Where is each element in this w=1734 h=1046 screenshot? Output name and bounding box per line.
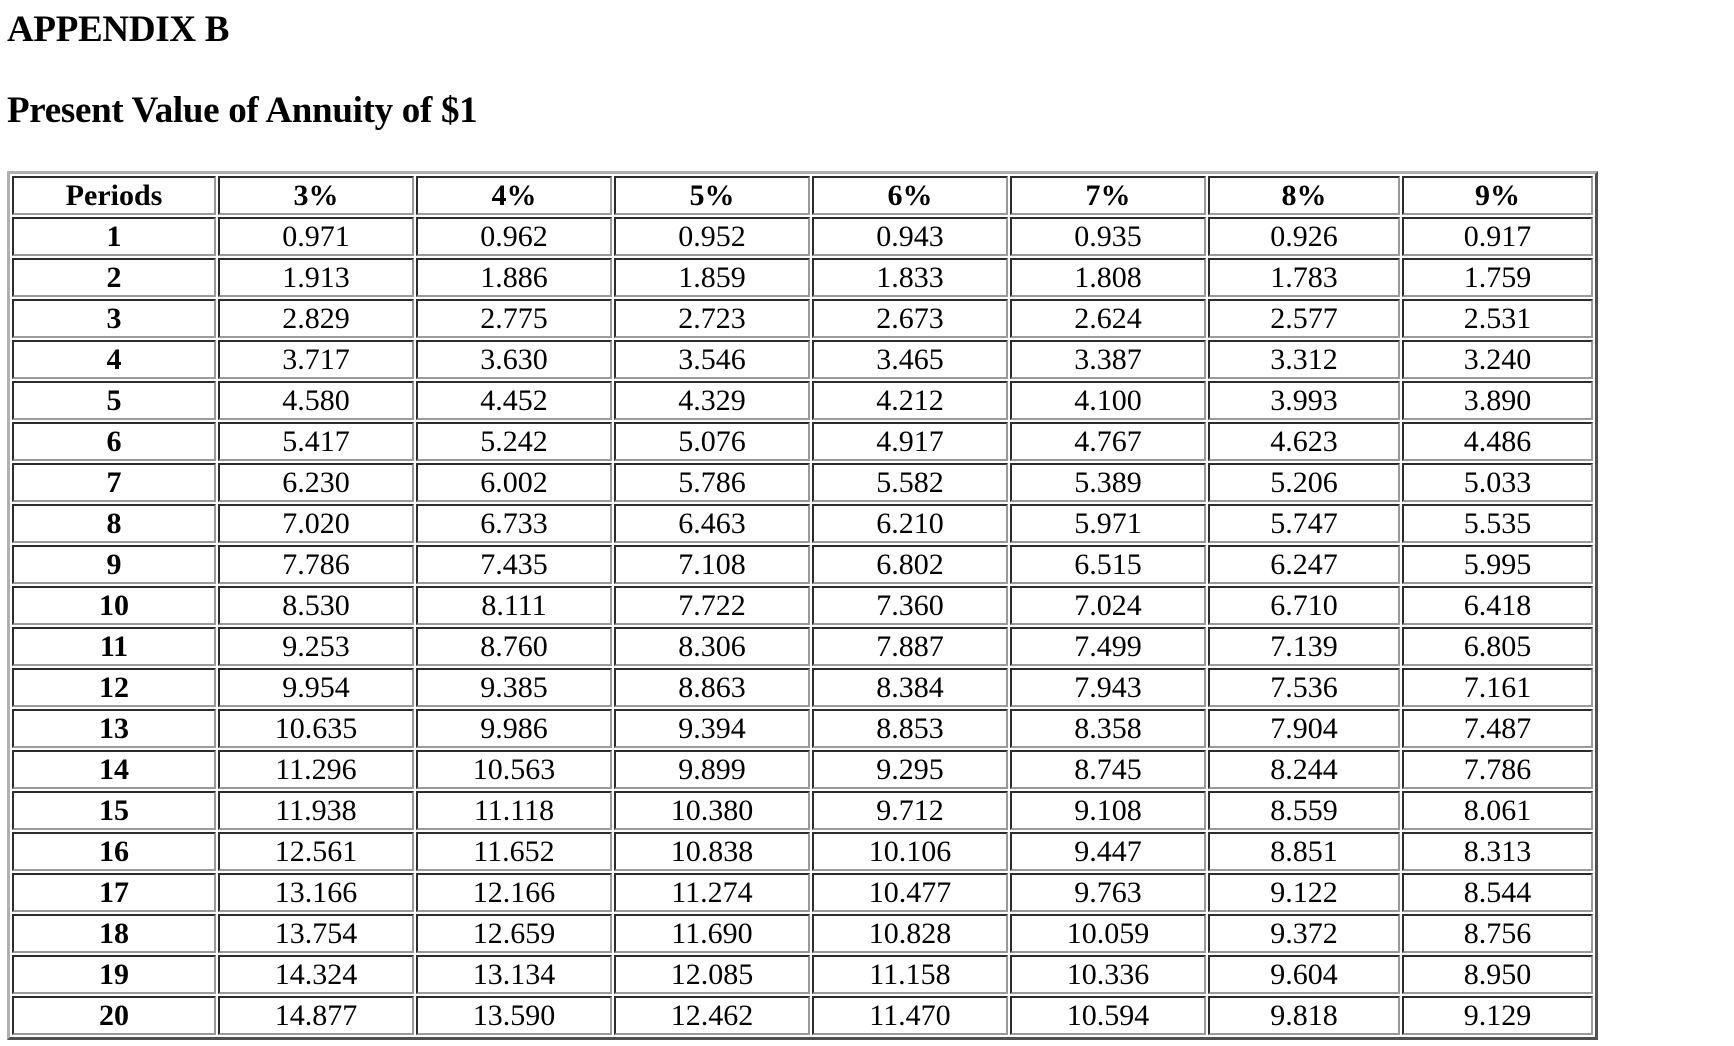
- factor-cell: 4.100: [1010, 381, 1206, 420]
- table-row: [12, 217, 1593, 256]
- factor-cell: 3.465: [812, 340, 1008, 379]
- factor-cell: 7.786: [218, 545, 414, 584]
- factor-cell: 9.108: [1010, 791, 1206, 830]
- factor-cell: 3.546: [614, 340, 810, 379]
- factor-cell: 6.230: [218, 463, 414, 502]
- factor-cell: 2.624: [1010, 299, 1206, 338]
- factor-cell: 13.754: [218, 914, 414, 953]
- column-header-periods: Periods: [12, 176, 216, 215]
- factor-cell: 9.372: [1208, 914, 1400, 953]
- factor-cell: 4.767: [1010, 422, 1206, 461]
- factor-cell: 8.313: [1402, 832, 1593, 871]
- factor-cell: 0.962: [416, 217, 612, 256]
- factor-cell: 8.384: [812, 668, 1008, 707]
- table-row: [12, 668, 1593, 707]
- factor-cell: 5.417: [218, 422, 414, 461]
- factor-cell: 6.210: [812, 504, 1008, 543]
- factor-cell: 3.240: [1402, 340, 1593, 379]
- period-cell: 5: [12, 381, 216, 420]
- table-row: [12, 709, 1593, 748]
- factor-cell: 14.877: [218, 996, 414, 1035]
- factor-cell: 5.206: [1208, 463, 1400, 502]
- factor-cell: 4.623: [1208, 422, 1400, 461]
- period-cell: 12: [12, 668, 216, 707]
- factor-cell: 4.212: [812, 381, 1008, 420]
- period-cell: 16: [12, 832, 216, 871]
- factor-cell: 6.805: [1402, 627, 1593, 666]
- factor-cell: 3.630: [416, 340, 612, 379]
- factor-cell: 3.890: [1402, 381, 1593, 420]
- column-header-rate: 4%: [416, 176, 612, 215]
- period-cell: 18: [12, 914, 216, 953]
- table-row: [12, 381, 1593, 420]
- column-header-rate: 8%: [1208, 176, 1400, 215]
- factor-cell: 7.161: [1402, 668, 1593, 707]
- factor-cell: 6.002: [416, 463, 612, 502]
- factor-cell: 9.129: [1402, 996, 1593, 1035]
- factor-cell: 1.808: [1010, 258, 1206, 297]
- factor-cell: 11.652: [416, 832, 612, 871]
- factor-cell: 2.723: [614, 299, 810, 338]
- table-row: [12, 463, 1593, 502]
- factor-cell: 3.717: [218, 340, 414, 379]
- factor-cell: 10.563: [416, 750, 612, 789]
- factor-cell: 9.394: [614, 709, 810, 748]
- factor-cell: 8.306: [614, 627, 810, 666]
- table-row: [12, 586, 1593, 625]
- column-header-rate: 5%: [614, 176, 810, 215]
- factor-cell: 3.993: [1208, 381, 1400, 420]
- factor-cell: 3.312: [1208, 340, 1400, 379]
- factor-cell: 6.802: [812, 545, 1008, 584]
- factor-cell: 1.783: [1208, 258, 1400, 297]
- factor-cell: 7.487: [1402, 709, 1593, 748]
- table-header-row: [12, 176, 1593, 215]
- factor-cell: 4.917: [812, 422, 1008, 461]
- factor-cell: 4.580: [218, 381, 414, 420]
- factor-cell: 11.296: [218, 750, 414, 789]
- period-cell: 4: [12, 340, 216, 379]
- factor-cell: 8.530: [218, 586, 414, 625]
- factor-cell: 12.659: [416, 914, 612, 953]
- factor-cell: 7.786: [1402, 750, 1593, 789]
- factor-cell: 11.470: [812, 996, 1008, 1035]
- factor-cell: 1.759: [1402, 258, 1593, 297]
- table-row: [12, 340, 1593, 379]
- factor-cell: 4.329: [614, 381, 810, 420]
- table-row: [12, 791, 1593, 830]
- period-cell: 15: [12, 791, 216, 830]
- factor-cell: 7.139: [1208, 627, 1400, 666]
- factor-cell: 7.108: [614, 545, 810, 584]
- factor-cell: 12.462: [614, 996, 810, 1035]
- factor-cell: 5.535: [1402, 504, 1593, 543]
- factor-cell: 1.859: [614, 258, 810, 297]
- factor-cell: 8.061: [1402, 791, 1593, 830]
- factor-cell: 10.380: [614, 791, 810, 830]
- factor-cell: 9.604: [1208, 955, 1400, 994]
- factor-cell: 8.559: [1208, 791, 1400, 830]
- factor-cell: 1.833: [812, 258, 1008, 297]
- factor-cell: 10.106: [812, 832, 1008, 871]
- factor-cell: 5.242: [416, 422, 612, 461]
- period-cell: 13: [12, 709, 216, 748]
- column-header-rate: 7%: [1010, 176, 1206, 215]
- period-cell: 3: [12, 299, 216, 338]
- factor-cell: 5.786: [614, 463, 810, 502]
- factor-cell: 5.995: [1402, 545, 1593, 584]
- factor-cell: 6.733: [416, 504, 612, 543]
- factor-cell: 13.166: [218, 873, 414, 912]
- table-row: [12, 258, 1593, 297]
- factor-cell: 5.971: [1010, 504, 1206, 543]
- factor-cell: 6.418: [1402, 586, 1593, 625]
- factor-cell: 4.452: [416, 381, 612, 420]
- page-title: Present Value of Annuity of $1: [7, 90, 478, 131]
- factor-cell: 10.594: [1010, 996, 1206, 1035]
- period-cell: 9: [12, 545, 216, 584]
- factor-cell: 9.122: [1208, 873, 1400, 912]
- factor-cell: 11.158: [812, 955, 1008, 994]
- factor-cell: 0.943: [812, 217, 1008, 256]
- factor-cell: 1.913: [218, 258, 414, 297]
- factor-cell: 7.360: [812, 586, 1008, 625]
- factor-cell: 12.561: [218, 832, 414, 871]
- factor-cell: 6.710: [1208, 586, 1400, 625]
- factor-cell: 11.938: [218, 791, 414, 830]
- table-row: [12, 545, 1593, 584]
- period-cell: 2: [12, 258, 216, 297]
- factor-cell: 10.635: [218, 709, 414, 748]
- factor-cell: 1.886: [416, 258, 612, 297]
- factor-cell: 8.244: [1208, 750, 1400, 789]
- table-row: [12, 750, 1593, 789]
- column-header-rate: 9%: [1402, 176, 1593, 215]
- period-cell: 7: [12, 463, 216, 502]
- factor-cell: 6.515: [1010, 545, 1206, 584]
- factor-cell: 2.673: [812, 299, 1008, 338]
- table-row: [12, 299, 1593, 338]
- factor-cell: 8.358: [1010, 709, 1206, 748]
- factor-cell: 0.926: [1208, 217, 1400, 256]
- factor-cell: 8.851: [1208, 832, 1400, 871]
- factor-cell: 8.863: [614, 668, 810, 707]
- factor-cell: 5.747: [1208, 504, 1400, 543]
- period-cell: 11: [12, 627, 216, 666]
- factor-cell: 10.838: [614, 832, 810, 871]
- table-row: [12, 873, 1593, 912]
- period-cell: 8: [12, 504, 216, 543]
- factor-cell: 10.059: [1010, 914, 1206, 953]
- period-cell: 1: [12, 217, 216, 256]
- factor-cell: 5.076: [614, 422, 810, 461]
- table-row: [12, 832, 1593, 871]
- present-value-annuity-table: [7, 171, 1598, 1040]
- factor-cell: 2.577: [1208, 299, 1400, 338]
- factor-cell: 12.166: [416, 873, 612, 912]
- factor-cell: 2.531: [1402, 299, 1593, 338]
- factor-cell: 12.085: [614, 955, 810, 994]
- factor-cell: 7.020: [218, 504, 414, 543]
- factor-cell: 6.247: [1208, 545, 1400, 584]
- factor-cell: 9.253: [218, 627, 414, 666]
- factor-cell: 10.828: [812, 914, 1008, 953]
- factor-cell: 13.134: [416, 955, 612, 994]
- factor-cell: 9.899: [614, 750, 810, 789]
- factor-cell: 7.943: [1010, 668, 1206, 707]
- factor-cell: 8.760: [416, 627, 612, 666]
- factor-cell: 9.447: [1010, 832, 1206, 871]
- factor-cell: 11.118: [416, 791, 612, 830]
- period-cell: 17: [12, 873, 216, 912]
- period-cell: 20: [12, 996, 216, 1035]
- factor-cell: 10.336: [1010, 955, 1206, 994]
- factor-cell: 5.389: [1010, 463, 1206, 502]
- table-row: [12, 504, 1593, 543]
- factor-cell: 7.536: [1208, 668, 1400, 707]
- factor-cell: 8.111: [416, 586, 612, 625]
- factor-cell: 7.499: [1010, 627, 1206, 666]
- period-cell: 6: [12, 422, 216, 461]
- factor-cell: 9.712: [812, 791, 1008, 830]
- factor-cell: 0.971: [218, 217, 414, 256]
- table-row: [12, 627, 1593, 666]
- factor-cell: 0.917: [1402, 217, 1593, 256]
- period-cell: 19: [12, 955, 216, 994]
- period-cell: 10: [12, 586, 216, 625]
- table-body: [12, 217, 1593, 1035]
- factor-cell: 10.477: [812, 873, 1008, 912]
- factor-cell: 11.690: [614, 914, 810, 953]
- factor-cell: 9.986: [416, 709, 612, 748]
- factor-cell: 13.590: [416, 996, 612, 1035]
- column-header-rate: 3%: [218, 176, 414, 215]
- factor-cell: 9.295: [812, 750, 1008, 789]
- factor-cell: 4.486: [1402, 422, 1593, 461]
- factor-cell: 14.324: [218, 955, 414, 994]
- factor-cell: 8.544: [1402, 873, 1593, 912]
- period-cell: 14: [12, 750, 216, 789]
- table-row: [12, 422, 1593, 461]
- factor-cell: 2.829: [218, 299, 414, 338]
- factor-cell: 8.756: [1402, 914, 1593, 953]
- factor-cell: 7.722: [614, 586, 810, 625]
- factor-cell: 0.935: [1010, 217, 1206, 256]
- factor-cell: 8.853: [812, 709, 1008, 748]
- factor-cell: 7.887: [812, 627, 1008, 666]
- factor-cell: 5.582: [812, 463, 1008, 502]
- factor-cell: 5.033: [1402, 463, 1593, 502]
- factor-cell: 6.463: [614, 504, 810, 543]
- factor-cell: 0.952: [614, 217, 810, 256]
- factor-cell: 7.024: [1010, 586, 1206, 625]
- factor-cell: 11.274: [614, 873, 810, 912]
- factor-cell: 7.435: [416, 545, 612, 584]
- factor-cell: 9.385: [416, 668, 612, 707]
- factor-cell: 8.950: [1402, 955, 1593, 994]
- factor-cell: 9.954: [218, 668, 414, 707]
- factor-cell: 2.775: [416, 299, 612, 338]
- factor-cell: 9.763: [1010, 873, 1206, 912]
- factor-cell: 8.745: [1010, 750, 1206, 789]
- table-row: [12, 914, 1593, 953]
- appendix-title: APPENDIX B: [7, 9, 230, 50]
- table-row: [12, 996, 1593, 1035]
- factor-cell: 7.904: [1208, 709, 1400, 748]
- table-row: [12, 955, 1593, 994]
- column-header-rate: 6%: [812, 176, 1008, 215]
- factor-cell: 3.387: [1010, 340, 1206, 379]
- factor-cell: 9.818: [1208, 996, 1400, 1035]
